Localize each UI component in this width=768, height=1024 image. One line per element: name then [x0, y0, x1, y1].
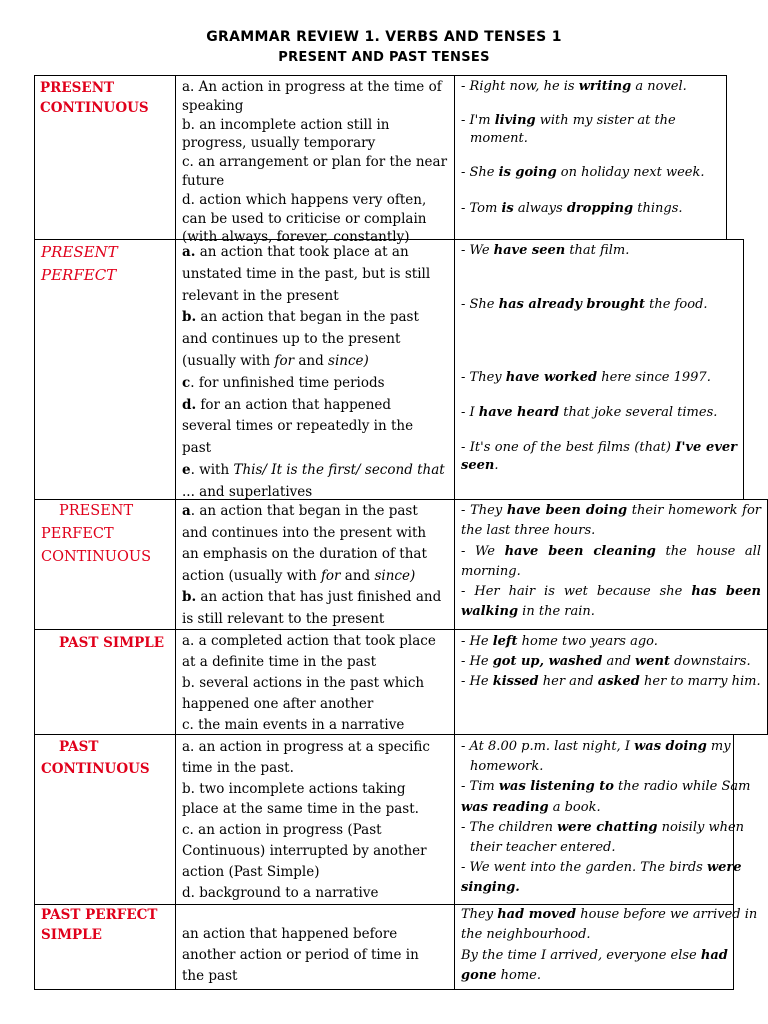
example: - The children were chatting noisily when — [461, 819, 745, 835]
tense-cell — [34, 75, 176, 240]
tense-cell — [34, 734, 176, 905]
example: - We have seen that film. — [461, 243, 630, 258]
example: - We went into the garden. The birds were — [461, 860, 742, 876]
uses-cell: a. an action that took place at an unstated time in the past, but is still relevant in the present b. an action that began in the past and continues up to the present (usually with for and since) c. for unfinished time periods d. for an action that happened several times or repeatedly in the past e. with This/ It is the first/ second that ... and superlatives — [175, 239, 455, 500]
use-item-cont: (with always, forever, constantly) — [182, 229, 410, 246]
example: By the time I arrived, everyone else had — [461, 947, 728, 963]
uses-cell — [175, 75, 455, 246]
example: - They have worked here since 1997. — [461, 370, 711, 385]
examples-cell: - Right now, he is writing a novel. - I'm living with my sister at the moment. - She is going on holiday next week. - Tom is always dropping things. — [454, 75, 727, 240]
table-row — [34, 904, 758, 990]
uses-cell: a. an action in progress at a specific time in the past. b. two incomplete actions taking place at the same time in the past. c. an action in progress (Past Continuous) interrupted by another action (Past Simple) d. background to a narrative — [175, 734, 455, 905]
use-item: a. an action that took place at an — [182, 244, 409, 260]
use-item: b. an incomplete action still in — [182, 116, 390, 133]
use-item: an action that happened before — [182, 926, 398, 942]
use-item: d. for an action that happened — [182, 396, 392, 413]
use-item: c. an arrangement or plan for the near — [182, 154, 448, 171]
example: - At 8.00 p.m. last night, I was doing my — [461, 739, 731, 754]
tense-cell — [34, 904, 176, 990]
example: - I'm living with my sister at the — [461, 113, 676, 128]
example: They had moved house before we arrived in — [461, 907, 758, 922]
example: - I have heard that joke several times. — [461, 405, 718, 420]
use-item: a. an action in progress at a specific — [182, 739, 430, 755]
example: - He left home two years ago. — [461, 634, 658, 649]
uses-cell: an action that happened before another action or period of time in the past — [175, 904, 455, 990]
use-item: a. an action that began in the past — [182, 503, 418, 519]
example: - He kissed her and asked her to marry him. — [461, 674, 761, 689]
use-item: c. for unfinished time periods — [182, 374, 385, 391]
use-item: c. the main events in a narrative — [182, 717, 405, 733]
use-item-cont: speaking — [182, 97, 244, 114]
tense-cell — [34, 629, 176, 735]
example: - She is going on holiday next week. — [461, 165, 705, 180]
use-item: b. two incomplete actions taking — [182, 780, 406, 797]
use-item: d. action which happens very often, — [182, 191, 427, 208]
uses-cell: a. an action that began in the past and continues into the present with an emphasis on the duration of that action (usually with for and since) b. an action that has just finished and is still relevant to the present — [175, 499, 455, 630]
examples-cell: They had moved house before we arrived in the neighbourhood. By the time I arrived, everyone else had gone home. — [454, 904, 734, 990]
examples-cell: - At 8.00 p.m. last night, I was doing my homework. - Tim was listening to the radio while Sam was reading a book. - The children were chatting noisily when their teacher entered. - We went into the garden. The birds were singing. — [454, 734, 734, 905]
tense-cell — [34, 499, 176, 630]
tense-name: PRESENT CONTINUOUS — [40, 80, 149, 116]
tense-name: PRESENT PERFECT — [41, 243, 118, 284]
use-item: a. An action in progress at the time of — [182, 79, 442, 95]
tense-name: PRESENT PERFECT CONTINUOUS — [41, 503, 152, 565]
table-row — [34, 75, 727, 246]
use-item: b. several actions in the past which — [182, 675, 425, 691]
examples-cell — [454, 629, 768, 735]
example: - Tim was listening to the radio while Sam — [461, 779, 751, 795]
use-item: e. with This/ It is the first/ second that — [182, 461, 445, 478]
example: - Right now, he is writing a novel. — [461, 79, 687, 94]
use-item-cont: can be used to criticise or complain — [182, 210, 427, 227]
examples-cell: - They have been doing their homework for the last three hours. - We have been cleaning the house all morning. - Her hair is wet because she has been walking in the rain. — [454, 499, 768, 630]
use-item-cont: future — [182, 172, 225, 189]
table-row — [34, 499, 768, 630]
examples-cell: - We have seen that film. - She has already brought the food. - They have worked here since 1997. - I have heard that joke several times. - It's one of the best films (that) I've ever seen. — [454, 239, 744, 500]
example: - He got up, washed and went downstairs. — [461, 654, 751, 669]
tense-name: PAST SIMPLE — [59, 635, 165, 651]
uses-cell: a. a completed action that took place at a definite time in the past b. several actions in the past which happened one after another c. the main events in a narrative — [175, 629, 455, 735]
use-item: b. an action that has just finished and — [182, 589, 442, 606]
use-item: c. an action in progress (Past — [182, 822, 382, 839]
use-item: a. a completed action that took place — [182, 633, 436, 649]
example: - They have been doing their homework for — [461, 503, 761, 518]
use-item: b. an action that began in the past — [182, 309, 419, 326]
use-item-cont: progress, usually temporary — [182, 135, 376, 152]
tense-name: PAST PERFECT SIMPLE — [41, 907, 158, 943]
table-row — [34, 734, 751, 905]
tense-name: PAST CONTINUOUS — [41, 739, 150, 777]
table-row — [34, 239, 744, 500]
example: - We have been cleaning the house all — [461, 543, 761, 559]
example: - Tom is always dropping things. — [461, 201, 683, 216]
table-row — [34, 629, 768, 735]
example: - It's one of the best films (that) I've ever — [461, 440, 737, 455]
use-item: d. background to a narrative — [182, 884, 379, 901]
example: - She has already brought the food. — [461, 297, 708, 312]
page-subtitle: PRESENT AND PAST TENSES — [278, 50, 490, 65]
page-title: GRAMMAR REVIEW 1. VERBS AND TENSES 1 — [206, 29, 562, 45]
tense-cell — [34, 239, 176, 500]
example: - Her hair is wet because she has been — [461, 584, 761, 600]
